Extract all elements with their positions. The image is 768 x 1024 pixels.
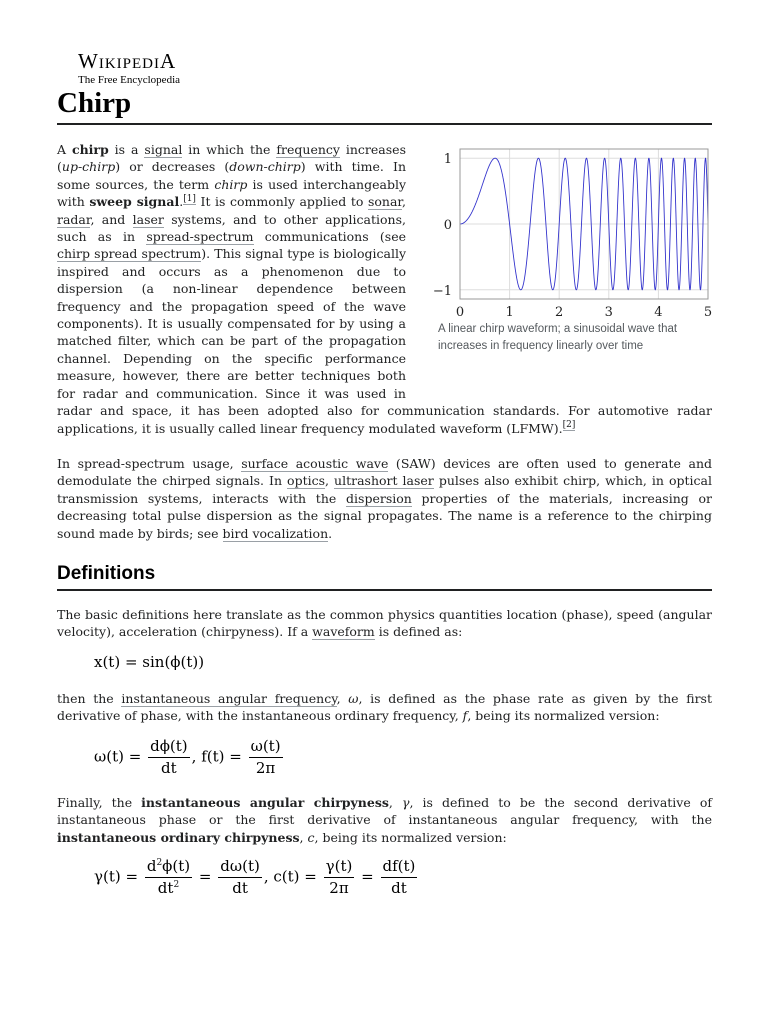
x-tick-label: 1	[505, 305, 514, 320]
logo-tagline: The Free Encyclopedia	[78, 74, 181, 86]
term-chirp: chirp	[71, 142, 109, 157]
angular-frequency-paragraph: then the instantaneous angular frequency, ω, is defined as the phase rate as given by the first derivative of phase, with the instantaneous ordinary frequency, f, being its normalized version:	[57, 691, 712, 724]
x-tick-label: 2	[555, 305, 564, 320]
reference-2[interactable]: [2]	[562, 420, 576, 431]
link-sonar[interactable]: sonar	[367, 194, 403, 210]
y-tick-label: 0	[443, 218, 452, 233]
equation-waveform: x(t) = sin(ϕ(t))	[94, 653, 205, 671]
link-instantaneous-angular-frequency[interactable]: instantaneous angular frequency	[121, 691, 337, 706]
term-instantaneous-angular-chirpyness: instantaneous angular chirpyness	[141, 795, 389, 810]
figure-caption: A linear chirp waveform; a sinusoidal wave that increases in frequency linearly over time	[438, 323, 678, 352]
link-ultrashort-laser[interactable]: ultrashort laser	[334, 473, 434, 489]
link-spread-spectrum[interactable]: spread-spectrum	[146, 229, 254, 245]
section-heading-definitions: Definitions	[57, 561, 712, 591]
link-radar[interactable]: radar	[57, 211, 91, 227]
term-instantaneous-ordinary-chirpyness: instantaneous ordinary chirpyness	[57, 829, 300, 845]
term-sweep-signal: sweep signal	[89, 194, 180, 210]
chirp-figure	[430, 141, 712, 397]
link-signal[interactable]: signal	[144, 142, 183, 157]
link-optics[interactable]: optics	[287, 473, 326, 489]
page-title: Chirp	[57, 84, 712, 125]
wikipedia-logo[interactable]	[78, 50, 238, 86]
equation-angular-frequency: ω(t) = $\frac{d\phi(t)}{dt}$ , f(t) = $\frac{\omega(t)}{2\pi}$	[94, 737, 281, 777]
x-tick-label: 0	[455, 305, 465, 320]
logo-wordmark: WIKIPEDIA	[78, 49, 177, 73]
chirp-chart	[430, 141, 712, 321]
equation-chirpyness: γ(t) = $\frac{d^2\phi(t)}{dt^2}$ = $\frac{d\omega(t)}{dt}$ , c(t) = $\frac{\gamma(t)}{2\pi}$ = $\frac{df(t)}{dt}$	[94, 857, 416, 897]
link-dispersion[interactable]: dispersion	[346, 490, 412, 506]
reference-1[interactable]: [1]	[183, 194, 196, 205]
link-frequency[interactable]: frequency	[276, 142, 340, 157]
x-tick-label: 3	[604, 305, 613, 320]
y-tick-label: 1	[443, 152, 452, 168]
link-laser[interactable]: laser	[132, 211, 164, 227]
link-chirp-spread-spectrum[interactable]: chirp spread spectrum	[57, 246, 202, 262]
chirpyness-paragraph: Finally, the instantaneous angular chirpyness, γ, is defined to be the second derivative of instantaneous phase or the first derivative of instantaneous angular frequency, with the instantaneous ordinary chirpyness, c, being its normalized version:	[57, 795, 712, 845]
y-tick-label: −1	[432, 283, 452, 299]
intro-paragraph: 0 1 2 3 4 5 1 0 −1 A linear chirp waveform; a sinusoidal wave that increases in frequency linearly over time A chirp is a signal in which the frequency increases (up-chirp) or decreases (down-chirp) with time. In some sources, the term chirp is used interchangeably with sweep signal.[1] It is commonly applied to sonar, radar, and laser systems, and to other applications, such as in spread-spectrum communications (see chirp spread spectrum). This signal type is biologically inspired and occurs as a phenomenon due to dispersion (a non-linear dependence between frequency and the propagation speed of the wave components). It is usually compensated for by using a matched filter, which can be part of the propagation channel. Depending on the specific performance measure, however, there are better techniques both for radar and communication. Since it was used in radar and space, it has been adopted also for communication standards. For automotive radar applications, it is usually called linear frequency modulated waveform (LFMW).[2]	[57, 142, 712, 436]
link-waveform[interactable]: waveform	[312, 624, 375, 640]
definitions-paragraph: The basic definitions here translate as the common physics quantities location (phase), speed (angular velocity), acceleration (chirpyness). If a waveform is defined as:	[57, 607, 712, 640]
link-bird-vocalization[interactable]: bird vocalization	[222, 525, 329, 541]
spread-spectrum-paragraph: In spread-spectrum usage, surface acoustic wave (SAW) devices are often used to generate and demodulate the chirped signals. In optics, ultrashort laser pulses also exhibit chirp, which, in optical transmission systems, interacts with the dispersion properties of the materials, increasing or decreasing total pulse dispersion as the signal propagates. The name is a reference to the chirping sound made by birds; see bird vocalization.	[57, 456, 713, 541]
x-tick-label: 4	[654, 305, 663, 320]
link-surface-acoustic-wave[interactable]: surface acoustic wave	[241, 456, 389, 471]
x-tick-label: 5	[703, 305, 712, 320]
